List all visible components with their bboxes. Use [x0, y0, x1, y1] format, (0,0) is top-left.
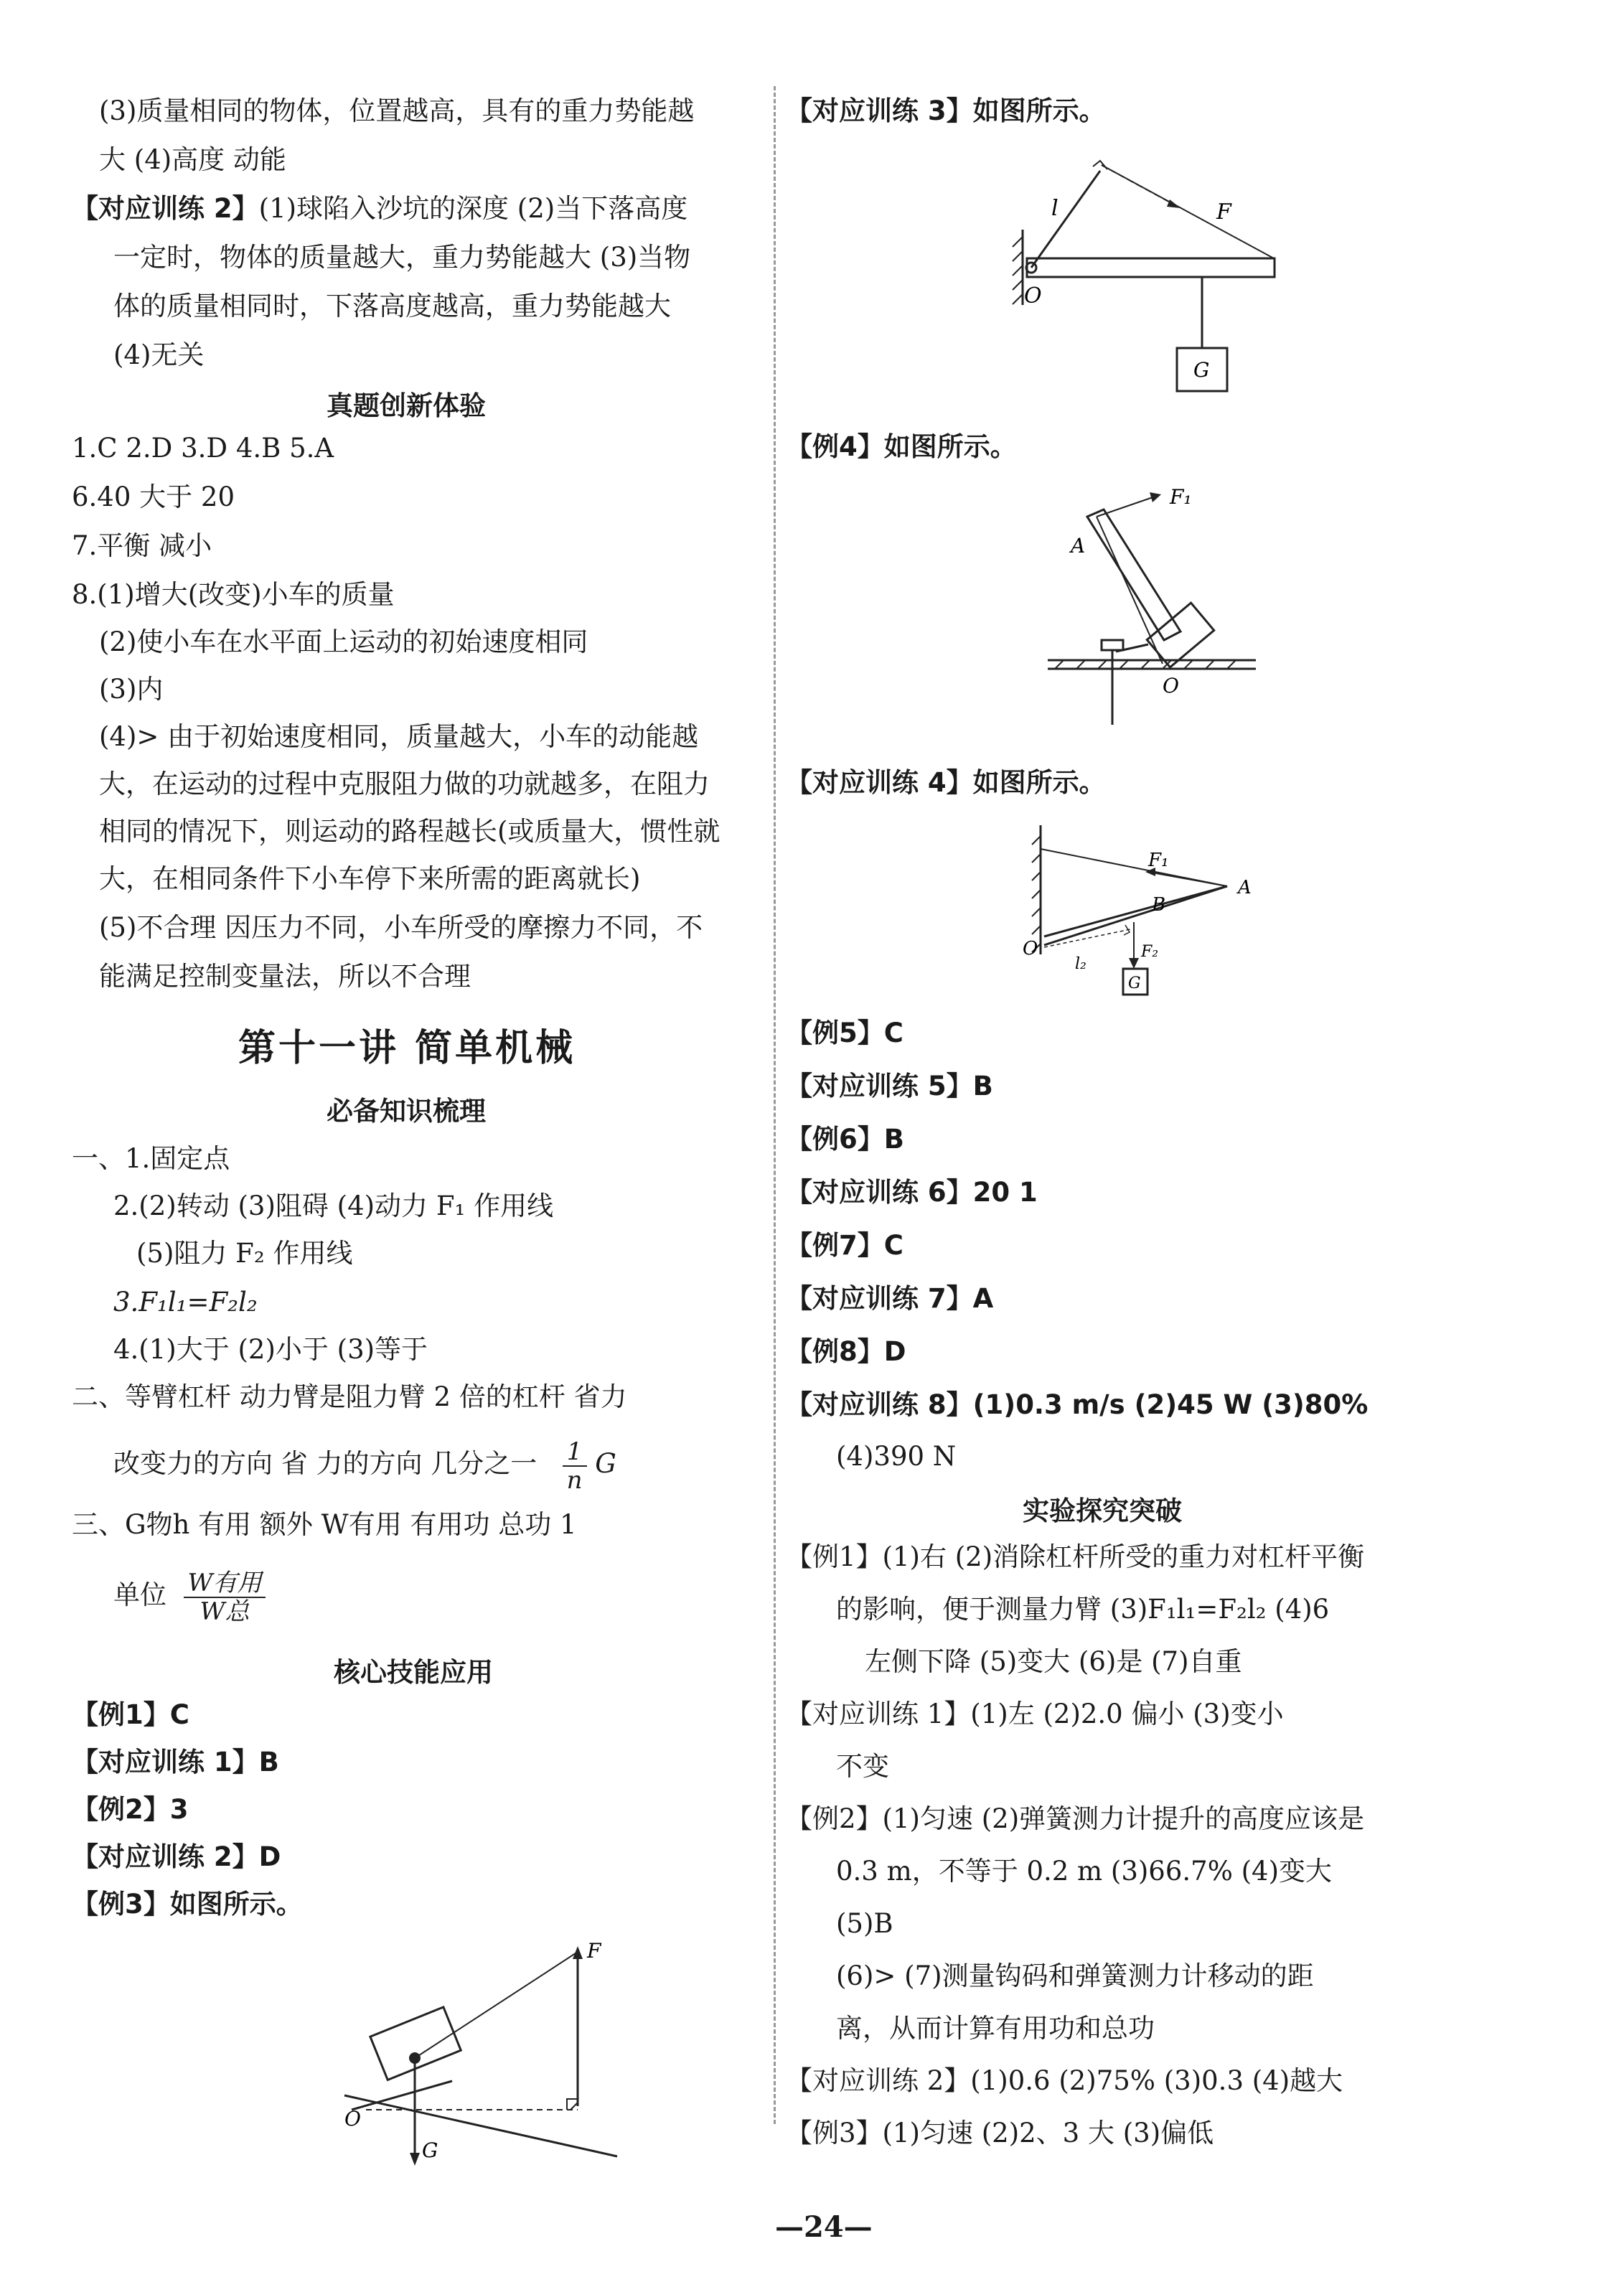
answer-line: [786, 93, 1106, 129]
answer-line: 大，在相同条件下小车停下来所需的距离就长): [99, 863, 641, 894]
answer-line: 不变: [836, 1751, 889, 1782]
answer-line: 【例2】3: [72, 1794, 189, 1825]
label-l2: l₂: [1075, 955, 1086, 973]
label-F2: F₂: [1141, 943, 1159, 961]
answer-line: (4)> 由于初始速度相同，质量越大，小车的动能越: [99, 721, 699, 752]
label-F1: F₁: [1170, 488, 1192, 509]
knowledge-line: (5)阻力 F₂ 作用线: [136, 1238, 353, 1269]
answer-line: [786, 429, 1017, 465]
answer-line: 【例6】B: [786, 1124, 904, 1155]
answer-line: (4)390 N: [836, 1441, 957, 1472]
label-A: A: [1238, 877, 1252, 898]
knowledge-line: 二、等臂杠杆 动力臂是阻力臂 2 倍的杠杆 省力: [72, 1381, 627, 1412]
answer-line: 【对应训练 1】(1)左 (2)2.0 偏小 (3)变小: [786, 1699, 1284, 1729]
label-G: G: [422, 2138, 438, 2162]
answer-text: 【对应训练 4】如图所示。: [786, 767, 1106, 798]
answer-line: 8.(1)增大(改变)小车的质量: [72, 579, 395, 610]
answer-line: 的影响，便于测量力臂 (3)F₁l₁=F₂l₂ (4)6: [836, 1594, 1330, 1625]
answer-line: 【例1】(1)右 (2)消除杠杆所受的重力对杠杆平衡: [786, 1541, 1365, 1572]
answer-line: 【对应训练 8】(1)0.3 m/s (2)45 W (3)80%: [786, 1389, 1369, 1420]
answer-line: 6.40 大于 20: [72, 482, 235, 512]
knowledge-line: 三、G物h 有用 额外 W有用 有用功 总功 1: [72, 1509, 577, 1540]
answer-line: 【例1】C: [72, 1699, 189, 1730]
section-heading: 必备知识梳理: [327, 1096, 486, 1127]
section-heading: 真题创新体验: [327, 390, 486, 421]
answer-line: 【例3】(1)匀速 (2)2、3 大 (3)偏低: [786, 2118, 1214, 2148]
answer-line: 【对应训练 5】B: [786, 1071, 993, 1102]
page-number: —24—: [775, 2210, 873, 2244]
fraction-denominator: W总: [200, 1597, 250, 1626]
answer-line: 1.C 2.D 3.D 4.B 5.A: [72, 433, 334, 464]
answer-line: (3)内: [99, 674, 164, 705]
label-O: O: [344, 2107, 361, 2131]
answer-line: (2)使小车在水平面上运动的初始速度相同: [99, 626, 588, 657]
text: 单位: [113, 1579, 166, 1610]
answer-line: 0.3 m，不等于 0.2 m (3)66.7% (4)变大: [836, 1856, 1333, 1887]
answer-line: 离，从而计算有用功和总功: [836, 2013, 1155, 2044]
answer-line: 【对应训练 7】A: [786, 1283, 994, 1314]
answer-line: 7.平衡 减小: [72, 530, 212, 561]
answer-text: 【对应训练 3】如图所示。: [786, 95, 1106, 126]
answer-text: (1)球陷入沙坑的深度 (2)当下落高度: [258, 193, 688, 224]
section-heading: 核心技能应用: [334, 1657, 493, 1688]
answer-tag: 【对应训练 2】: [72, 193, 259, 224]
formula-line: 3.F₁l₁=F₂l₂: [113, 1287, 258, 1318]
chapter-title: 第十一讲 简单机械: [238, 1027, 576, 1070]
text-line: 大 (4)高度 动能: [99, 144, 286, 175]
answer-line: 【对应训练 2】D: [72, 1841, 281, 1872]
knowledge-line: [113, 1435, 616, 1494]
knowledge-line: 一、1.固定点: [72, 1143, 230, 1174]
answer-line: 相同的情况下，则运动的路程越长(或质量大，惯性就: [99, 816, 721, 847]
text: 改变力的方向 省 力的方向 几分之一: [113, 1448, 538, 1479]
symbol-G: G: [595, 1448, 616, 1479]
text-line: 一定时，物体的质量越大，重力势能越大 (3)当物: [113, 242, 691, 273]
answer-line: (5)B: [836, 1908, 893, 1939]
answer-line: 【例7】C: [786, 1230, 903, 1261]
label-l: l: [1051, 196, 1059, 221]
label-B: B: [1152, 894, 1166, 916]
text-line: 体的质量相同时，下落高度越高，重力势能越大: [113, 291, 671, 321]
text-line: (4)无关: [113, 339, 205, 370]
answer-line: 【例3】如图所示。: [72, 1889, 303, 1920]
example-4-figure: [1033, 488, 1277, 739]
answer-line: (6)> (7)测量钩码和弹簧测力计移动的距: [836, 1960, 1314, 1991]
answer-line: 【例8】D: [786, 1336, 906, 1367]
label-F: F: [587, 1939, 601, 1963]
label-O: O: [1163, 674, 1179, 698]
knowledge-line: 2.(2)转动 (3)阻碍 (4)动力 F₁ 作用线: [113, 1190, 554, 1221]
label-A: A: [1071, 534, 1086, 558]
answer-text: 【例4】如图所示。: [786, 431, 1017, 462]
example-3-figure: [337, 1938, 624, 2167]
answer-line: 左侧下降 (5)变大 (6)是 (7)自重: [865, 1646, 1242, 1677]
answer-line: 能满足控制变量法，所以不合理: [99, 961, 471, 992]
fraction-denominator: n: [566, 1465, 583, 1495]
fraction: [563, 1438, 587, 1494]
answer-line: 大，在运动的过程中克服阻力做的功就越多，在阻力: [99, 769, 710, 799]
answer-line: 【例2】(1)匀速 (2)弹簧测力计提升的高度应该是: [786, 1803, 1365, 1834]
training-3-figure: [1001, 151, 1303, 416]
answer-line: 【例5】C: [786, 1018, 903, 1048]
answer-line: [786, 765, 1106, 801]
training-2-line: [72, 191, 687, 227]
fraction-numerator: 1: [563, 1438, 587, 1467]
fraction: [184, 1569, 266, 1625]
answer-line: (5)不合理 因压力不同，小车所受的摩擦力不同，不: [99, 912, 703, 943]
answer-line: 【对应训练 1】B: [72, 1747, 279, 1777]
label-F1: F₁: [1148, 850, 1169, 871]
fraction-numerator: W有用: [184, 1569, 266, 1598]
label-O: O: [1024, 283, 1042, 309]
answer-line: 【对应训练 6】20 1: [786, 1177, 1038, 1208]
text-line: (3)质量相同的物体，位置越高，具有的重力势能越: [99, 95, 695, 126]
training-4-figure: [1012, 822, 1299, 1001]
label-O: O: [1023, 938, 1038, 959]
answer-line: 【对应训练 2】(1)0.6 (2)75% (3)0.3 (4)越大: [786, 2065, 1343, 2096]
knowledge-line: 4.(1)大于 (2)小于 (3)等于: [113, 1334, 428, 1365]
label-G: G: [1128, 974, 1141, 992]
column-divider: [774, 86, 776, 2124]
section-heading: 实验探究突破: [1023, 1495, 1182, 1526]
label-G: G: [1193, 358, 1210, 382]
knowledge-line: [113, 1563, 266, 1628]
label-F: F: [1216, 199, 1231, 225]
